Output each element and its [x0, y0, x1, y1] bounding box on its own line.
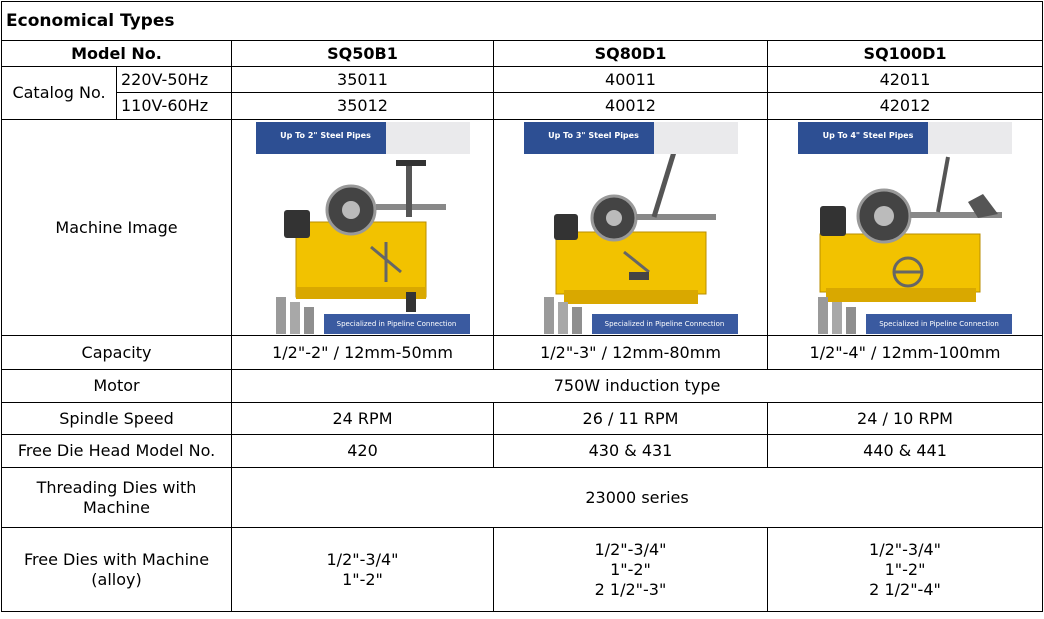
banner-label: Up To 4" Steel Pipes: [798, 122, 928, 154]
free-die-size: 1/2"-3/4": [594, 539, 667, 559]
voltage-110v: 110V-60Hz: [117, 93, 232, 120]
motor-label: Motor: [2, 370, 232, 403]
catalog-value: 40012: [494, 93, 768, 120]
model-sq100d1: SQ100D1: [768, 41, 1043, 67]
die-head-row: [2, 435, 1043, 468]
model-sq50b1: SQ50B1: [232, 41, 494, 67]
capacity-label: Capacity: [2, 336, 232, 370]
machine-image-cell: [768, 120, 1043, 336]
motor-row: [2, 370, 1043, 403]
model-sq80d1: SQ80D1: [494, 41, 768, 67]
machine-image-sq100d1: [798, 122, 1012, 334]
free-dies-label-line: (alloy): [91, 569, 142, 589]
free-die-size: 2 1/2"-3": [594, 579, 667, 599]
model-no-label: Model No.: [2, 41, 232, 67]
catalog-row-110v: [2, 93, 1043, 120]
capacity-value: 1/2"-2" / 12mm-50mm: [232, 336, 494, 370]
catalog-value: 35011: [232, 67, 494, 93]
footer-label: Specialized in Pipeline Connection: [324, 314, 470, 334]
machine-image-row: [2, 120, 1043, 336]
machine-image-sq50b1: [256, 122, 470, 334]
spindle-speed-row: [2, 403, 1043, 435]
threading-dies-label-line: Threading Dies with: [36, 477, 197, 497]
catalog-row-220v: [2, 67, 1043, 93]
free-die-size: 1"-2": [610, 559, 651, 579]
image-banner: [524, 122, 738, 154]
image-banner: [256, 122, 470, 154]
spec-table: [1, 1, 1043, 612]
free-die-size: 1"-2": [342, 569, 383, 589]
image-banner: [798, 122, 1012, 154]
catalog-value: 42011: [768, 67, 1043, 93]
die-head-value: 430 & 431: [494, 435, 768, 468]
die-head-label: Free Die Head Model No.: [2, 435, 232, 468]
spindle-speed-value: 24 / 10 RPM: [768, 403, 1043, 435]
free-dies-value: [494, 528, 768, 612]
footer-label: Specialized in Pipeline Connection: [866, 314, 1012, 334]
machine-image-cell: [494, 120, 768, 336]
machine-image-label: Machine Image: [2, 120, 232, 336]
free-dies-value: [232, 528, 494, 612]
catalog-label: Catalog No.: [2, 67, 117, 120]
capacity-row: [2, 336, 1043, 370]
capacity-value: 1/2"-4" / 12mm-100mm: [768, 336, 1043, 370]
machine-image-sq80d1: [524, 122, 738, 334]
banner-label: Up To 3" Steel Pipes: [524, 122, 654, 154]
header-row: [2, 41, 1043, 67]
free-dies-label-line: Free Dies with Machine: [23, 549, 210, 569]
spindle-speed-value: 24 RPM: [232, 403, 494, 435]
die-head-value: 420: [232, 435, 494, 468]
threading-dies-row: [2, 468, 1043, 528]
catalog-value: 42012: [768, 93, 1043, 120]
die-head-value: 440 & 441: [768, 435, 1043, 468]
catalog-value: 40011: [494, 67, 768, 93]
spindle-speed-value: 26 / 11 RPM: [494, 403, 768, 435]
voltage-220v: 220V-50Hz: [117, 67, 232, 93]
free-die-size: 1"-2": [884, 559, 926, 579]
footer-label: Specialized in Pipeline Connection: [592, 314, 738, 334]
table-title: Economical Types: [2, 2, 1043, 41]
threading-dies-label: [2, 468, 232, 528]
banner-label: Up To 2" Steel Pipes: [256, 122, 386, 154]
free-dies-value: [768, 528, 1043, 612]
machine-image-cell: [232, 120, 494, 336]
free-die-size: 1/2"-3/4": [869, 539, 942, 559]
spindle-speed-label: Spindle Speed: [2, 403, 232, 435]
free-dies-row: [2, 528, 1043, 612]
threading-dies-value: 23000 series: [232, 468, 1043, 528]
capacity-value: 1/2"-3" / 12mm-80mm: [494, 336, 768, 370]
motor-value: 750W induction type: [232, 370, 1043, 403]
title-row: [2, 2, 1043, 41]
free-die-size: 2 1/2"-4": [869, 579, 941, 599]
free-die-size: 1/2"-3/4": [326, 549, 399, 569]
free-dies-label: [2, 528, 232, 612]
threading-dies-label-line: Machine: [83, 497, 150, 517]
catalog-value: 35012: [232, 93, 494, 120]
